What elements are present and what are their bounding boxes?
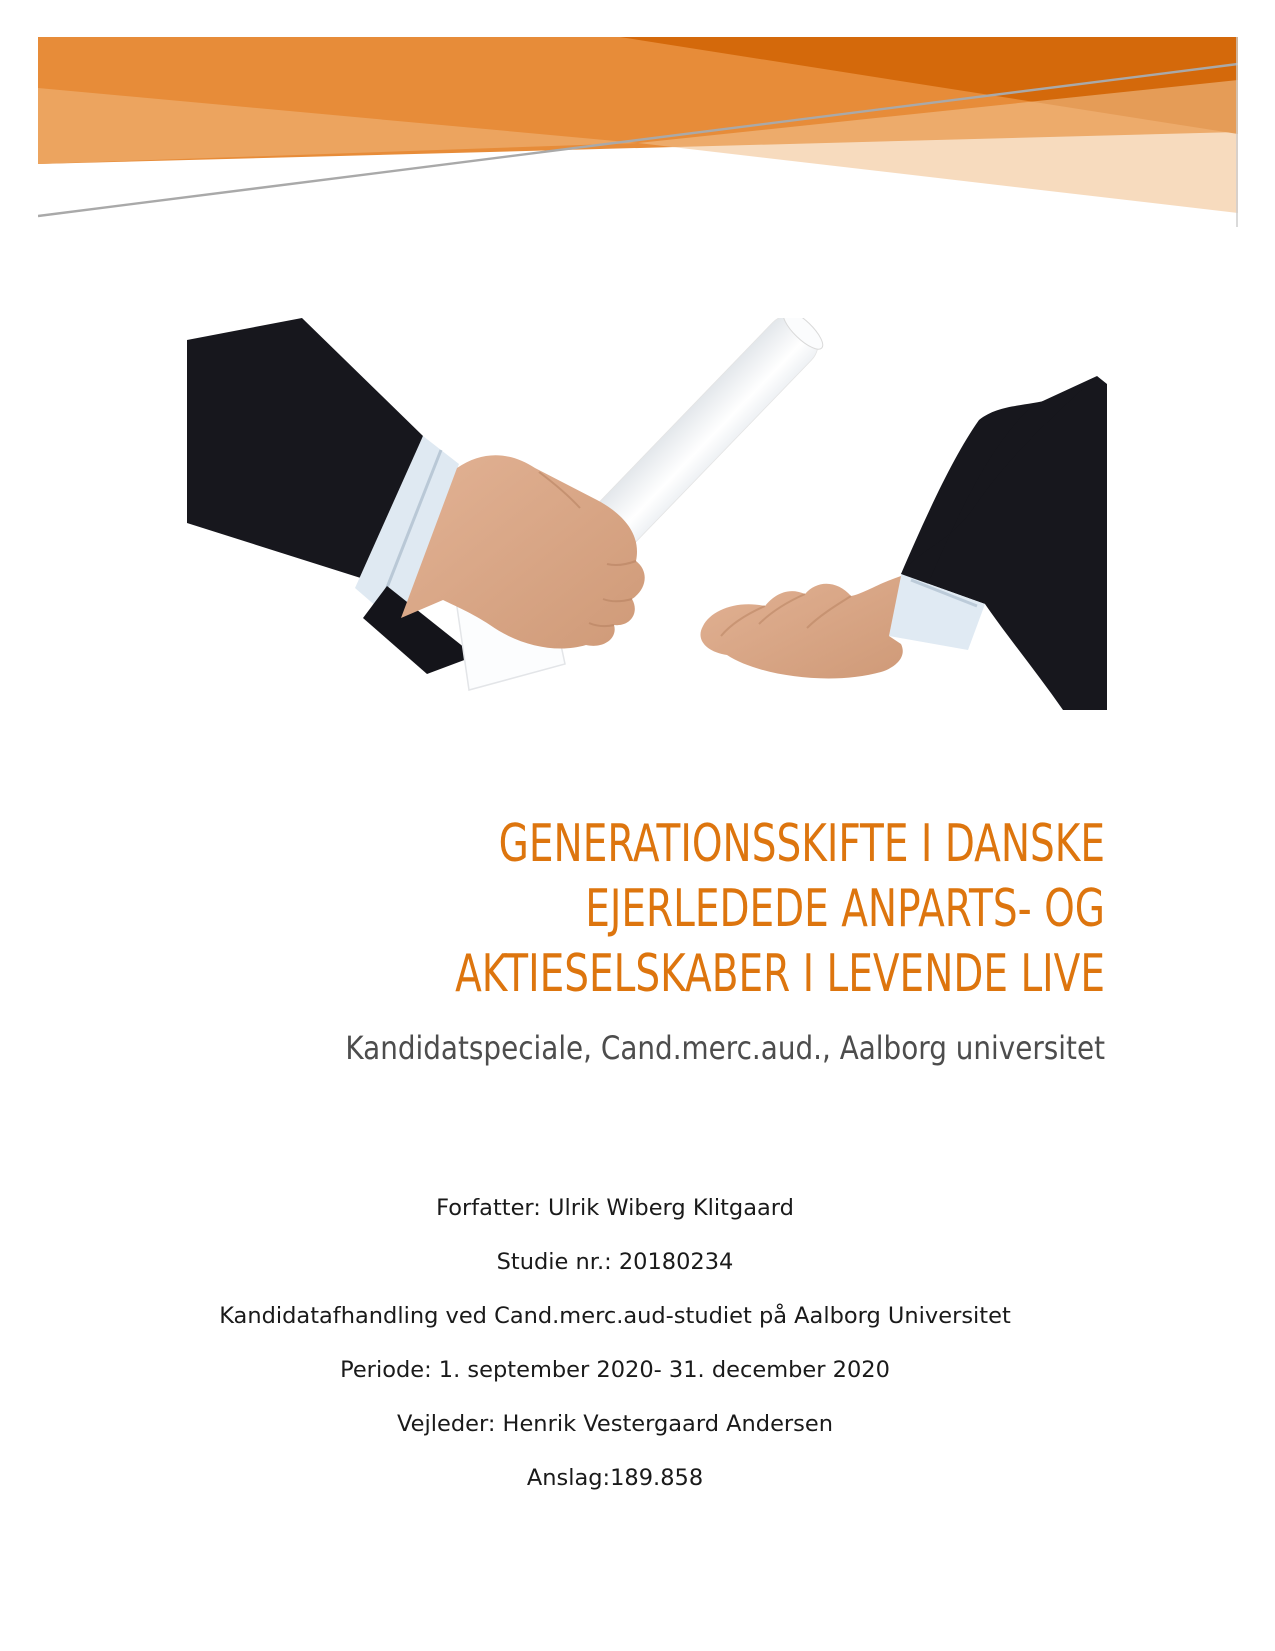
title-line-1: GENERATIONSSKIFTE I DANSKE (498, 814, 1105, 874)
right-arm (700, 376, 1107, 710)
cover-banner-graphic (38, 37, 1238, 227)
title-line-3: AKTIESELSKABER I LEVENDE LIVE (455, 944, 1105, 1004)
handover-photo (187, 318, 1107, 710)
thesis-title (150, 812, 1105, 1007)
detail-period: Periode: 1. september 2020- 31. december 2020 (340, 1357, 890, 1383)
thesis-subtitle: Kandidatspeciale, Cand.merc.aud., Aalborg universitet (345, 1029, 1105, 1067)
left-arm (187, 318, 475, 674)
detail-character-count: Anslag:189.858 (526, 1465, 704, 1491)
right-suit-sleeve (901, 376, 1107, 710)
detail-author: Forfatter: Ulrik Wiberg Klitgaard (436, 1195, 794, 1221)
detail-supervisor: Vejleder: Henrik Vestergaard Andersen (397, 1411, 833, 1437)
detail-student-number: Studie nr.: 20180234 (496, 1249, 734, 1275)
thesis-details (95, 1181, 1135, 1505)
detail-program: Kandidatafhandling ved Cand.merc.aud-studiet på Aalborg Universitet (219, 1303, 1011, 1329)
title-line-2: EJERLEDEDE ANPARTS- OG (585, 879, 1105, 939)
